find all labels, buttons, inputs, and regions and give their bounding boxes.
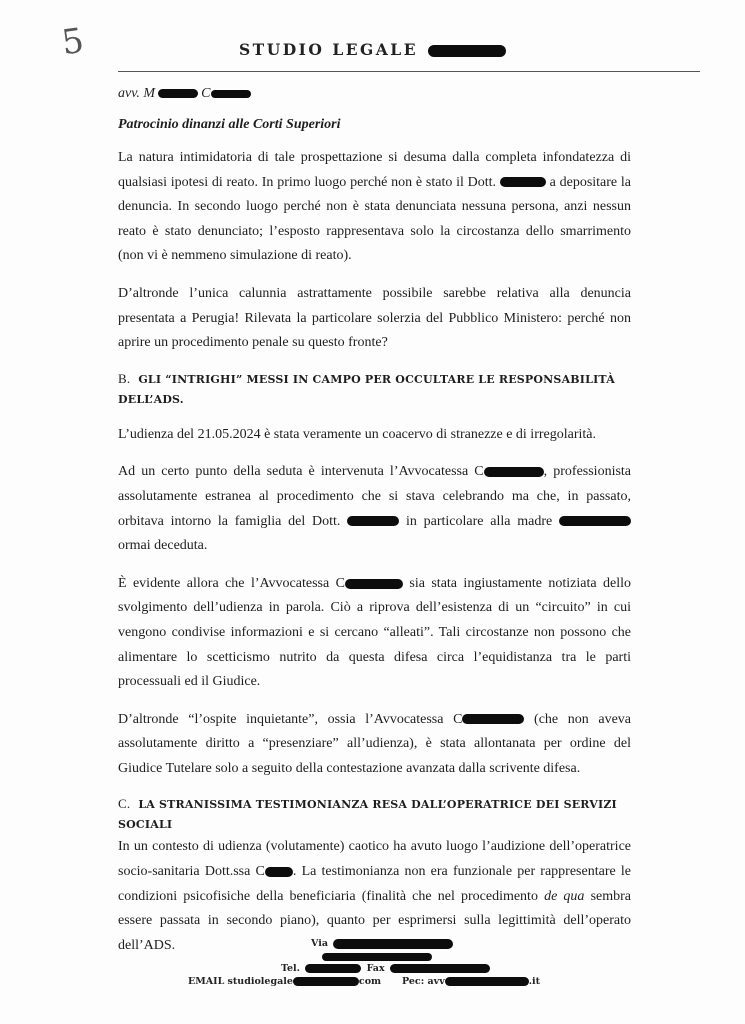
redaction-mark — [322, 951, 432, 962]
paragraph: D’altronde l’unica calunnia astrattamente possibile sarebbe relativa alla denuncia presentata a Perugia! Rilevata la particolare solerzia del Pubblico Ministero: perché non aprire un procedimento penale su questo fronte? — [118, 285, 631, 351]
section-heading-c: C. LA STRANISSIMA TESTIMONIANZA RESA DALL’OPERATRICE DEI SERVIZI SOCIALI — [118, 796, 617, 832]
footer-email: EMAIL studiolegale com — [188, 976, 382, 987]
firm-name: STUDIO LEGALE — [238, 40, 419, 59]
lawyer-name: avv. M C — [118, 86, 251, 102]
redaction-mark — [445, 977, 529, 986]
redaction-mark — [462, 714, 524, 724]
redaction-mark — [390, 964, 490, 973]
paragraph: La natura intimidatoria di tale prospettazione si desuma dalla completa infondatezza di qualsiasi ipotesi di reato. In primo luogo perché non è stato il Dott. a depositare la denuncia. In secondo luogo perché non è stata denunciata nessuna persona, anzi nessun reato è stato denunciato; l’esposto rappresentava solo la circostanza dello smarrimento (non vi è nemmeno simulazione di reato). — [118, 150, 632, 264]
redaction-mark — [559, 516, 631, 526]
redaction-mark — [345, 579, 403, 589]
redaction-mark — [428, 45, 506, 57]
redaction-mark — [265, 867, 293, 877]
redaction-mark — [305, 964, 361, 973]
practice-subtitle: Patrocinio dinanzi alle Corti Superiori — [118, 117, 341, 132]
paragraph: D’altronde “l’ospite inquietante”, ossia l’Avvocatessa C (che non aveva assolutamente diritto a “presenziare” all’udienza), è stata allontanata per ordine del Giudice Tutelare solo a seguito della contestazione avanzata dalla scrivente difesa. — [118, 711, 632, 776]
redaction-mark — [333, 939, 453, 949]
paragraph: È evidente allora che l’Avvocatessa C sia stata ingiustamente notiziata dello svolgimento dell’udienza in parola. Ciò a riprova dell’esistenza di un “circuito” in cui vengono condivise informazioni e si cercano “alleati”. Tali circostanze non possono che alimentare lo scetticismo nutrito da questa difesa circa l’equidistanza tra le parti processuali ed il Giudice. — [118, 575, 631, 690]
paragraph: Ad un certo punto della seduta è intervenuta l’Avvocatessa C , professionista assolutamente estranea al procedimento che si stava celebrando ma che, in passato, orbitava intorno la famiglia del Dott. in particolare alla madre ormai deceduta. — [118, 464, 632, 554]
letter-body — [118, 146, 631, 958]
footer-phone: Tel. Fax — [281, 963, 490, 974]
redaction-mark — [500, 177, 546, 187]
footer-pec: Pec: avv .it — [402, 976, 541, 987]
redaction-mark — [293, 977, 359, 986]
redaction-mark — [347, 516, 399, 526]
section-heading-b: B. GLI “INTRIGHI” MESSI IN CAMPO PER OCCULTARE LE RESPONSABILITÀ DELL’ADS. — [118, 370, 615, 406]
redaction-mark — [484, 467, 544, 477]
header-divider — [118, 71, 700, 72]
letterhead — [0, 40, 745, 60]
footer-address: Via — [311, 938, 453, 949]
redaction-mark — [158, 89, 198, 98]
paragraph: In un contesto di udienza (volutamente) caotico ha avuto luogo l’audizione dell’operatrice socio-sanitaria Dott.ssa C . La testimonianza non era funzionale per rappresentare le condizioni psicofisiche della beneficiaria (finalità che nel procedimento de qua sembra essere passata in secondo piano), quanto per esprimersi sulla legittimità dell’operato dell’ADS. — [118, 839, 632, 953]
page-number: 5 — [59, 20, 87, 64]
redaction-mark — [211, 90, 251, 98]
paragraph: L’udienza del 21.05.2024 è stata veramente un coacervo di stranezze e di irregolarità. — [118, 426, 596, 442]
